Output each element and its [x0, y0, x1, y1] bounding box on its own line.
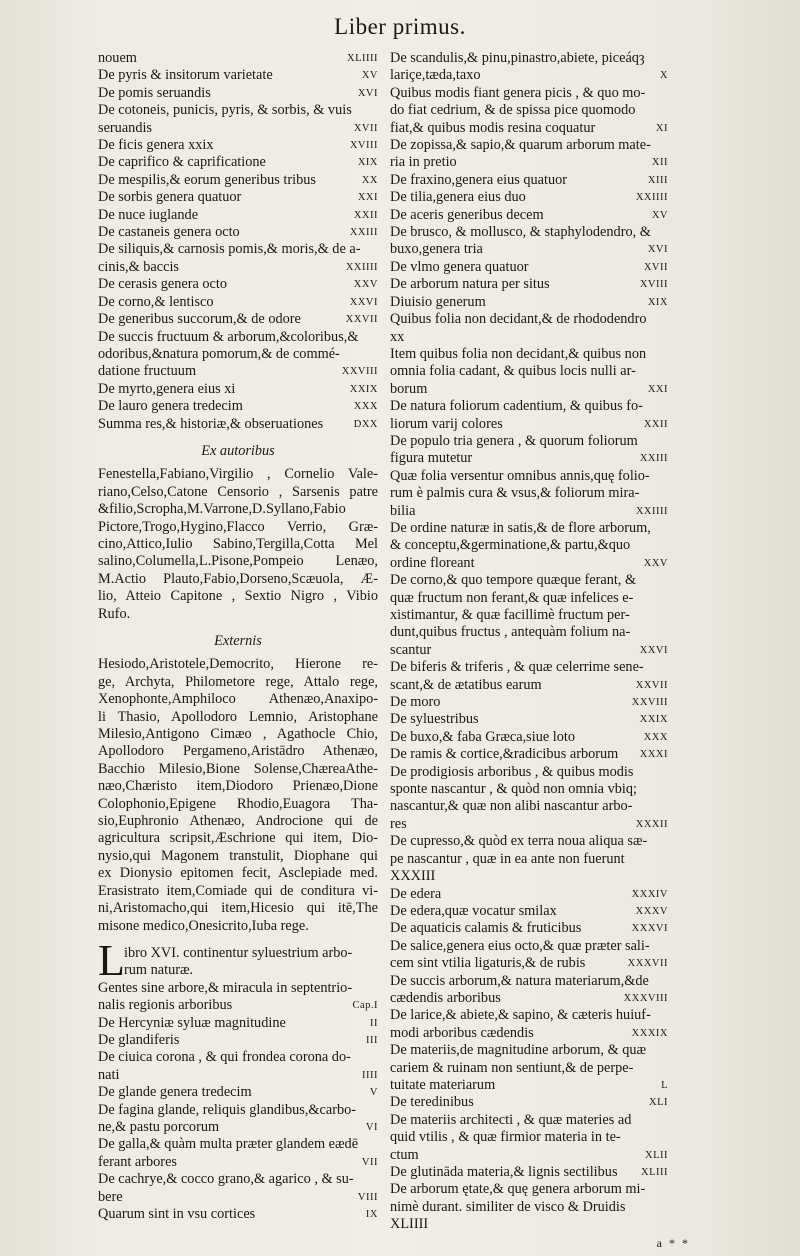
chapter-number: XVIII [349, 140, 378, 152]
toc-entry-text: pe nascantur , quæ in ea ante non fuerunt [390, 850, 625, 867]
drop-cap: L [98, 935, 125, 985]
externis-line: Milesio,Antigono Cimæo , Agathocle Chio, [98, 726, 378, 743]
toc-entry [390, 276, 668, 293]
toc-entry [390, 137, 668, 172]
chapter-number: Cap.I [352, 1000, 378, 1012]
toc-entry-text: De glutināda materia,& lignis sectilibus [390, 1164, 618, 1180]
toc-entry [98, 1171, 378, 1206]
toc-entry-text: De aceris generibus decem [390, 206, 544, 223]
externis-line: agricultura scripsit,Æschrione qui item, Dio- [98, 830, 378, 847]
toc-entry-text: lariçe,tæda,taxo [390, 67, 481, 84]
toc-entry-text: nascantur,& quæ non alibi nascantur arbo- [390, 798, 633, 815]
toc-entry-text: xx [390, 328, 405, 345]
toc-entry-text: De teredinibus [390, 1094, 474, 1111]
toc-entry-text: De corno,& lentisco [98, 293, 214, 310]
externis-line: Apollodoro Pergameno,Aristādro Athenæo, [98, 743, 378, 760]
toc-entry-text: ctum [390, 1146, 419, 1163]
toc-entry-text: Quibus folia non decidant,& de rhododendro [390, 311, 647, 328]
toc-entry [98, 50, 378, 67]
toc-entry [390, 172, 668, 189]
toc-entry [98, 85, 378, 102]
toc-entry [98, 980, 378, 1015]
chapter-number: XXIIII [635, 505, 668, 517]
toc-entry-text: ne,& pastu porcorum [98, 1118, 220, 1135]
toc-entry-text: De fraxino,genera eius quatuor [390, 171, 568, 188]
toc-entry-text: De myrto,genera eius xi [98, 380, 236, 397]
toc-entry-text: De pyris & insitorum varietate [98, 67, 273, 84]
chapter-number: XXV [353, 279, 378, 291]
ex-autoribus-line: Fenestella,Fabiano,Virgilio , Cornelio Vale- [98, 466, 378, 483]
toc-entry-text: bere [98, 1188, 123, 1205]
toc-entry [98, 154, 378, 171]
chapter-number: XXVI [639, 644, 668, 656]
toc-entry-text: De prodigiosis arboribus , & quibus modis [390, 763, 634, 780]
toc-entry [98, 189, 378, 206]
chapter-number: XXX [353, 401, 378, 413]
chapter-number: XXXVI [631, 923, 668, 935]
toc-entry [98, 172, 378, 189]
ex-autoribus-line: &filio,Scropha,M.Varrone,D.Syllano,Fabio [98, 501, 346, 518]
toc-entry-text: & conceptu,&germinatione,& partu,&quo [390, 537, 631, 554]
chapter-number: XV [361, 70, 378, 82]
toc-entry [390, 746, 668, 763]
chapter-number: X [659, 70, 668, 82]
externis-line: sio,Euphronio Athenæo, Androcione qui de [98, 813, 378, 830]
toc-entry-text: dunt,quibus fructus , antequàm folium na- [390, 624, 631, 641]
toc-entry-text: De buxo,& faba Græca,siue loto [390, 728, 576, 745]
toc-entry [98, 276, 378, 293]
toc-entry-text: Quibus modis fiant genera picis , & quo mo- [390, 84, 646, 101]
chapter-number: XXIIII [635, 192, 668, 204]
externis-line: næo,Chæristo item,Diodoro Prienæo,Dione [98, 778, 378, 795]
toc-entry [390, 1181, 668, 1233]
toc-entry [98, 67, 378, 84]
ex-autoribus-line: riano,Celso,Catone Censorio , Sarsenis patre [98, 483, 378, 500]
toc-entry [390, 920, 668, 937]
toc-entry [390, 398, 668, 433]
toc-entry-text: ordine floreant [390, 554, 475, 571]
toc-entry-text: De larice,& abiete,& sapino, & cæteris huiuf- [390, 1007, 651, 1024]
chapter-number: XXVIII [341, 366, 378, 378]
chapter-number: XXI [357, 192, 378, 204]
toc-entry [390, 311, 668, 346]
toc-entry-text: cem sint vtilia ligaturis,& de rubis [390, 955, 586, 972]
toc-entry-text: do fiat cedrium, & de spissa pice quomodo [390, 102, 636, 119]
chapter-number: XXIII [349, 227, 378, 239]
toc-entry-text: tuitate materiarum [390, 1076, 496, 1093]
toc-entry [98, 311, 378, 328]
chapter-number: XXVI [349, 296, 378, 308]
toc-entry-text: cinis,& baccis [98, 258, 179, 275]
chapter-number: XLIII [641, 1167, 668, 1178]
toc-entry-text: De moro [390, 694, 441, 711]
toc-entry-text: odoribus,&natura pomorum,& de commé- [98, 345, 340, 362]
toc-entry-text: De vlmo genera quatuor [390, 258, 529, 275]
toc-entry-text: De sorbis genera quatuor [98, 189, 242, 206]
intro-lines [98, 945, 378, 980]
toc-entry-text: De ramis & cortice,&radicibus arborum [390, 746, 619, 763]
chapter-number: XVIII [639, 279, 668, 291]
toc-entry [390, 711, 668, 728]
toc-entry-text: De salice,genera eius octo,& quæ præter sali- [390, 937, 650, 954]
toc-entry [390, 50, 668, 85]
chapter-number: VI [365, 1121, 378, 1133]
chapter-number: IIII [362, 1069, 378, 1081]
toc-entry-text: De tilia,genera eius duo [390, 189, 526, 206]
ex-autoribus-line: M.Actio Plauto,Fabio,Dorseno,Scæuola, Æ- [98, 570, 378, 587]
toc-entry-text: nati [98, 1066, 120, 1083]
toc-entry [98, 398, 378, 415]
toc-entry-text: De ficis genera xxix [98, 137, 214, 154]
toc-entry-text: De edera [390, 885, 442, 902]
toc-entry-text: De glande genera tredecim [98, 1084, 252, 1101]
toc-entry [98, 1136, 378, 1171]
chapter-number: XXVII [345, 314, 378, 326]
toc-entry [98, 137, 378, 154]
toc-entry-text: De pomis seruandis [98, 84, 211, 101]
toc-entry [390, 833, 668, 885]
toc-entry [98, 1032, 378, 1049]
toc-entry-text: De mespilis,& eorum generibus tribus [98, 171, 316, 188]
toc-list-right [390, 50, 668, 1234]
externis-line: Erasistrato item,Comiade qui de conditura vi- [98, 882, 378, 899]
externis-line: Colophonio,Epigene Rhodio,Euagora Tha- [98, 795, 378, 812]
toc-entry [390, 224, 668, 259]
toc-entry [98, 207, 378, 224]
ex-autoribus-line: Rufo. [98, 605, 131, 622]
toc-entry-text: De zopissa,& sapio,& quarum arborum mate- [390, 137, 651, 154]
toc-entry [98, 294, 378, 311]
toc-entry-text: Quæ folia versentur omnibus annis,quę folio- [390, 467, 650, 484]
chapter-number: XVII [643, 261, 668, 273]
toc-entry-text: De succis arborum,& natura materiarum,&de [390, 972, 649, 989]
chapter-number: XIX [357, 157, 378, 169]
toc-entry [390, 886, 668, 903]
toc-entry-text: De nuce iuglande [98, 206, 199, 223]
chapter-number: XXII [353, 209, 378, 221]
toc-entry [390, 85, 668, 137]
toc-entry [390, 1164, 668, 1181]
toc-entry-text: De arborum ętate,& quę genera arborum mi- [390, 1181, 646, 1198]
toc-entry [390, 729, 668, 746]
externis-line: Hesiodo,Aristotele,Democrito, Hierone re- [98, 656, 378, 673]
toc-entry [390, 938, 668, 973]
externis-heading: Externis [214, 633, 262, 649]
chapter-number: XXXV [635, 905, 668, 917]
toc-entry-text: De lauro genera tredecim [98, 398, 243, 415]
toc-entry [390, 572, 668, 659]
chapter-number: XXXVIII [623, 992, 668, 1004]
toc-entry-text: nalis regionis arboribus [98, 997, 233, 1014]
toc-entry-text: nouem [98, 50, 137, 66]
chapter-number: VIII [357, 1191, 378, 1203]
toc-entry-text: De syluestribus [390, 711, 479, 728]
chapter-number: XX [361, 174, 378, 186]
chapter-number: II [370, 1017, 378, 1029]
chapter-number: XXXIX [631, 1027, 668, 1039]
chapter-number: XLI [649, 1097, 668, 1109]
toc-entry-text: Diuisio generum [390, 293, 486, 310]
chapter-number: IX [365, 1209, 378, 1220]
toc-entry [98, 1015, 378, 1032]
toc-entry-text: fiat,& quibus modis resina coquatur [390, 119, 596, 136]
toc-entry-text: borum [390, 380, 428, 397]
chapter-number: XXXII [635, 818, 668, 830]
toc-entry [390, 259, 668, 276]
signature-mark: a * * [656, 1236, 690, 1250]
toc-entry-text: ferant arbores [98, 1153, 177, 1170]
toc-entry-text: quid vtilis , & quæ firmior materia in te- [390, 1129, 621, 1146]
toc-entry [390, 1007, 668, 1042]
toc-entry-text: De generibus succorum,& de odore [98, 311, 301, 328]
externis-line: Bacchio Milesio,Bione Solense,ChæreaAthe- [98, 760, 378, 777]
toc-entry-text: De arborum natura per situs [390, 276, 550, 293]
toc-entry-text: omnia folia cadant, & quibus locis nulli ar- [390, 363, 636, 380]
ex-autoribus-line: lio, Atteio Capitone , Sextio Nigro , Vibio [98, 588, 378, 605]
toc-entry [98, 416, 378, 433]
toc-entry [98, 241, 378, 276]
toc-entry-text: Quarum sint in vsu cortices [98, 1206, 256, 1222]
chapter-number: XXX [643, 731, 668, 743]
toc-entry-text: XLIIII [390, 1216, 429, 1233]
book-intro [98, 935, 378, 985]
toc-entry [98, 102, 378, 137]
toc-entry [98, 329, 378, 381]
toc-entry-text: De cotoneis, punicis, pyris, & sorbis, & vuis [98, 102, 352, 119]
externis-paragraph [98, 656, 378, 935]
toc-entry [390, 903, 668, 920]
chapter-number: DXX [353, 418, 378, 430]
toc-entry-text: figura mutetur [390, 450, 473, 467]
toc-entry-text: De corno,& quo tempore quæque ferant, & [390, 572, 637, 589]
toc-entry-text: De glandiferis [98, 1031, 180, 1048]
toc-entry [390, 1094, 668, 1111]
toc-entry-text: De materiis,de magnitudine arborum, & quæ [390, 1042, 647, 1059]
toc-entry-text: scantur [390, 641, 432, 658]
toc-entry-text: De ciuica corona , & qui frondea corona do- [98, 1049, 351, 1066]
externis-line: misone medico,Onesicrito,Iuba rege. [98, 917, 309, 934]
toc-entry-text: Gentes sine arbore,& miracula in septentrio- [98, 979, 353, 996]
toc-entry [390, 207, 668, 224]
toc-entry-text: De materiis architecti , & quæ materies ad [390, 1111, 632, 1128]
toc-entry-text: cædendis arboribus [390, 989, 501, 1006]
toc-entry [390, 1042, 668, 1094]
externis-line: li Thasio, Apollodoro Lemnio, Aristophane [98, 708, 378, 725]
toc-entry-text: De scandulis,& pinu,pinastro,abiete, piceáqȝ [390, 50, 645, 66]
intro-line: ibro XVI. continentur syluestrium arbo- [124, 944, 353, 961]
toc-entry-text: De ordine naturæ in satis,& de flore arborum, [390, 519, 651, 536]
toc-entry-text: De cerasis genera octo [98, 276, 228, 293]
externis-line: Xenophonte,Amphiloco Athenæo,Anaxipo- [98, 691, 378, 708]
chapter-number: XXV [643, 557, 668, 569]
toc-entry-text: sponte nascantur , & quòd non omnia vbiq; [390, 781, 637, 798]
toc-entry-text: De cachrye,& cocco grano,& agarico , & su- [98, 1171, 354, 1188]
toc-entry-text: De natura foliorum cadentium, & quibus fo- [390, 398, 643, 415]
toc-entry-text: bilia [390, 502, 416, 519]
toc-entry-text: ria in pretio [390, 154, 457, 171]
chapter-number: XIX [647, 296, 668, 308]
toc-entry [390, 973, 668, 1008]
ex-autoribus-line: cino,Attico,Iulio Sabino,Tergilla,Cotta Mel [98, 535, 378, 552]
ex-autoribus-line: salino,Columella,L.Pisone,Pompeio Lenæo, [98, 553, 378, 570]
toc-entry [390, 468, 668, 520]
toc-entry-text: De caprifico & caprificatione [98, 154, 266, 171]
toc-entry-text: seruandis [98, 119, 152, 136]
toc-entry [98, 1049, 378, 1084]
toc-entry-text: rum è palmis cura & vsus,& foliorum mira- [390, 485, 640, 502]
toc-entry-text: De Hercyniæ syluæ magnitudine [98, 1014, 286, 1031]
ex-autoribus-heading: Ex autoribus [201, 442, 275, 459]
toc-list-left-bottom [98, 980, 378, 1224]
chapter-number: XVI [647, 244, 668, 256]
toc-entry-text: De cupresso,& quòd ex terra noua aliqua sæ- [390, 833, 648, 850]
chapter-number: L [661, 1079, 668, 1091]
toc-entry [390, 1112, 668, 1164]
chapter-number: V [369, 1087, 378, 1099]
chapter-number: XVI [357, 87, 378, 99]
toc-entry [390, 189, 668, 206]
chapter-number: XXIII [639, 453, 668, 465]
toc-entry-text: De edera,quæ vocatur smilax [390, 902, 557, 919]
toc-entry [390, 433, 668, 468]
ex-autoribus-line: Pictore,Trogo,Hygino,Flacco Verrio, Græ- [98, 518, 378, 535]
toc-entry-text: modi arboribus cædendis [390, 1024, 534, 1041]
chapter-number: XV [651, 209, 668, 221]
toc-entry-text: nimè durant. similiter de visco & Druidis [390, 1198, 626, 1215]
chapter-number: XI [655, 122, 668, 134]
chapter-number: XXVII [635, 679, 668, 691]
chapter-number: XIII [647, 174, 668, 186]
toc-entry-text: Summa res,& historiæ,& obseruationes [98, 415, 324, 432]
running-head: Liber primus. [334, 14, 466, 39]
toc-entry [98, 381, 378, 398]
chapter-number: XXXI [639, 749, 668, 761]
toc-entry-text: De fagina glande, reliquis glandibus,&carbo- [98, 1101, 357, 1118]
toc-entry-text: liorum varij colores [390, 415, 503, 432]
toc-entry-text: De populo tria genera , & quorum foliorum [390, 432, 638, 449]
toc-entry [390, 659, 668, 694]
ex-autoribus-paragraph [98, 466, 378, 623]
chapter-number: XXIX [639, 714, 668, 726]
chapter-number: XXIIII [345, 261, 378, 273]
chapter-number: XLIIII [347, 53, 378, 64]
toc-entry [98, 1084, 378, 1101]
toc-entry-text: De aquaticis calamis & fruticibus [390, 920, 582, 937]
externis-line: ex Dionysio epitomen fecit, Asclepiade med. [98, 865, 378, 882]
toc-entry-text: De castaneis genera octo [98, 224, 240, 241]
toc-entry [390, 346, 668, 398]
toc-entry [98, 224, 378, 241]
toc-entry-text: buxo,genera tria [390, 241, 483, 258]
toc-entry-text: De siliquis,& carnosis pomis,& moris,& de a- [98, 241, 361, 258]
right-column [390, 50, 668, 1234]
chapter-number: XXI [647, 383, 668, 395]
toc-entry-text: cariem & ruinam non sentiunt,& de perpe- [390, 1059, 634, 1076]
externis-line: ni,Aristomacho,qui item,Hicesio qui itē,The [98, 900, 378, 917]
toc-entry-text: xistimantur, & quæ facillimè fructum per- [390, 607, 630, 623]
toc-entry-text: datione fructuum [98, 363, 197, 380]
toc-entry-text: De succis fructuum & arborum,&coloribus,& [98, 328, 359, 345]
externis-line: nysio,qui Magonem transtulit, Diophane qui [98, 847, 378, 864]
externis-line: ge, Archyta, Philometore rege, Attalo rege, [98, 673, 378, 690]
toc-entry-text: XXXIII [390, 868, 436, 885]
toc-entry-text: De galla,& quàm multa præter glandem eædē [98, 1136, 359, 1153]
toc-entry [98, 1206, 378, 1223]
chapter-number: XLII [645, 1149, 668, 1161]
chapter-number: XXII [643, 418, 668, 430]
toc-entry [390, 520, 668, 572]
toc-entry-text: De biferis & triferis , & quæ celerrime sene- [390, 659, 644, 676]
chapter-number: XXIX [349, 383, 378, 395]
chapter-number: III [366, 1034, 378, 1046]
toc-entry-text: scant,& de ætatibus earum [390, 676, 542, 693]
toc-entry [390, 294, 668, 311]
toc-entry-text: De brusco, & mollusco, & staphylodendro, & [390, 224, 651, 241]
intro-line: rum naturæ. [124, 962, 194, 979]
toc-entry-text: quæ fructum non ferant,& quæ infelices e- [390, 589, 634, 606]
toc-entry [390, 694, 668, 711]
toc-entry [390, 764, 668, 834]
toc-entry-text: Item quibus folia non decidant,& quibus non [390, 345, 647, 362]
chapter-number: XXXIV [631, 888, 668, 900]
chapter-number: XVII [353, 122, 378, 134]
chapter-number: XXXVII [627, 958, 668, 970]
toc-list-left-top [98, 50, 378, 433]
toc-entry-text: res [390, 815, 407, 832]
chapter-number: VII [361, 1156, 378, 1168]
left-column [98, 50, 378, 1223]
toc-entry [98, 1102, 378, 1137]
chapter-number: XXVIII [631, 697, 668, 709]
chapter-number: XII [651, 157, 668, 169]
